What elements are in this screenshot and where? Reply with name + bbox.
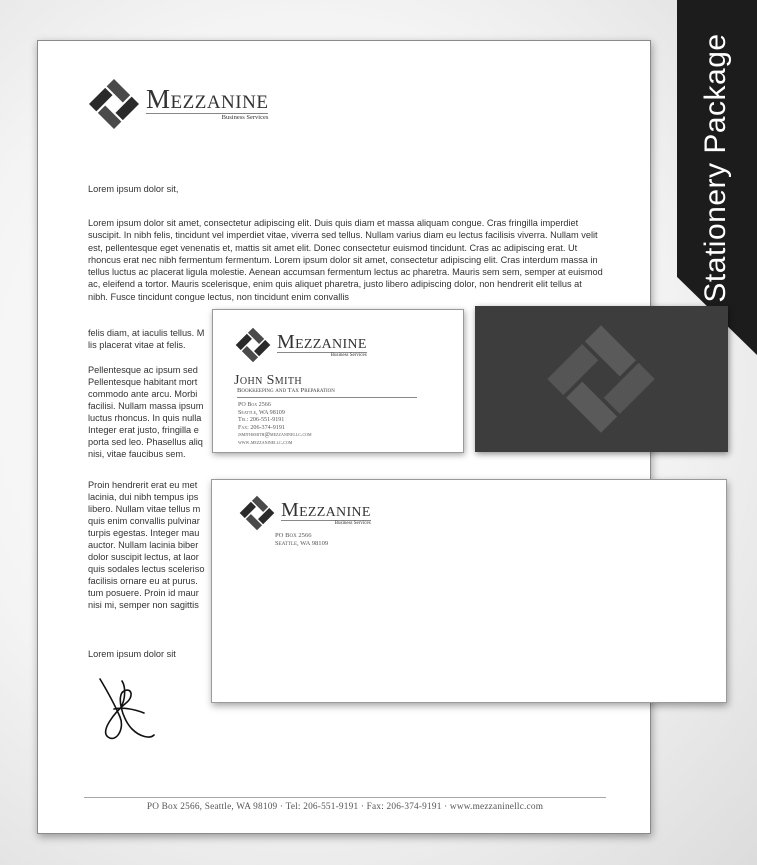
letterhead-logo [88,78,268,130]
diamond-mark-icon [475,306,728,452]
company-name: Mezzanine [281,499,371,521]
letter-line: turpis egestas. Integer mau [88,528,200,538]
footer-divider [84,797,606,798]
letterhead-wordmark [146,86,268,122]
card-wordmark [277,332,367,358]
card-contact-info [238,402,312,448]
business-card-back [475,306,728,452]
card-fax: Fax: 206-374-9191 [238,424,285,431]
letter-line: commodo ante arcu. Morbi [88,389,198,399]
interlocking-diamond-icon [88,78,140,130]
company-tagline: Business Services [281,520,371,526]
letter-line: luctus rhoncus. In quis nulla [88,413,202,423]
company-tagline: Business Services [146,113,268,122]
letter-line: quis enim convallis pulvinar [88,516,200,526]
letter-line: dolor suscipit lectus, at laor [88,552,199,562]
letter-paragraph-3: Proin hendrerit erat eu met [88,480,198,490]
envelope-logo [239,495,371,531]
letter-line: auctor. Nullam lacinia biber [88,540,199,550]
business-card-front [212,309,464,453]
envelope-address-line-2: Seattle, WA 98109 [275,540,329,547]
letter-line: Pellentesque habitant mort [88,377,198,387]
envelope [211,479,727,703]
envelope-return-address [275,532,328,548]
envelope-address-line-1: PO Box 2566 [275,532,312,539]
letter-paragraph-2: Pellentesque ac ipsum sed [88,365,198,375]
company-tagline: Business Services [277,352,367,358]
letter-line: nisi mi, semper non sagittis [88,600,199,610]
letter-line: porta sed leo. Phasellus aliq [88,437,203,447]
card-email: jsmithsmith@mezzaninellc.com [238,432,312,439]
letter-line: quis sodales lectus sceleriso [88,564,205,574]
letter-line: facilisis ornare eu at purus. [88,576,198,586]
interlocking-diamond-icon [235,327,271,363]
handwritten-signature-icon [92,673,162,745]
card-tel: Tel: 206-551-9191 [238,417,285,424]
letter-line: libero. Nullam vitae tellus m [88,504,201,514]
card-website: www.mezzaninellc.com [238,439,293,446]
banner-label: Stationery Package [699,33,732,303]
letter-line: nisi, vitae faucibus sem. [88,449,186,459]
card-person-name: John Smith [234,373,302,388]
card-address-line-1: PO Box 2566 [238,402,271,408]
company-name: Mezzanine [146,84,269,115]
company-name: Mezzanine [277,331,367,353]
letter-line: facilisi. Nullam massa ipsum [88,401,204,411]
letter-closing: Lorem ipsum dolor sit [88,649,176,659]
letter-line: Integer erat justo, fringilla e [88,425,199,435]
card-person-title: Bookkeeping and Tax Preparation [237,387,417,398]
letter-paragraph-1: Lorem ipsum dolor sit amet, consectetur adipiscing elit. Duis quis diam et massa aliquam congue. Cras fringilla imperdiet suscipit. In nibh felis, tincidunt vel imperdiet vitae, viverra sed tellus. Nullam varius diam eu lectus facilisis viverra. Nullam velit est, pellentesque eget venenatis et, mattis sit amet elit. Donec consectetur euismod tincidunt. Cras ac adipiscing erat. Ut rhoncus erat nec nibh fermentum fermentum. Lorem ipsum dolor sit amet, consectetur adipiscing elit. Cras interdum massa in tellus luctus ac placerat ligula molestie. Aenean accumsan fermentum lectus ac pharetra. Mauris sem sem, semper at euismod ac, eleifend a tortor. Mauris scelerisque, enim quis aliquet pharetra, justo libero adipiscing dolor, non hendrerit elit tellus at nibh. Fusce tincidunt congue lectus, non tincidunt enim convallis [88,218,603,302]
letter-paragraph-1-tail-1: felis diam, at iaculis tellus. M [88,328,205,338]
letter-salutation: Lorem ipsum dolor sit, [88,184,179,194]
letter-line: tum posuere. Proin id maur [88,588,199,598]
letter-line: lacinia, dui nibh tempus ips [88,492,199,502]
card-logo [235,327,367,363]
letterhead-footer: PO Box 2566, Seattle, WA 98109 · Tel: 206-551-9191 · Fax: 206-374-9191 · www.mezzaninellc.com [146,802,544,812]
card-address-line-2: Seattle, WA 98109 [238,409,285,416]
letter-paragraph-1-tail-2: lis placerat vitae at felis. [88,340,186,350]
envelope-wordmark [281,500,371,526]
interlocking-diamond-icon [239,495,275,531]
